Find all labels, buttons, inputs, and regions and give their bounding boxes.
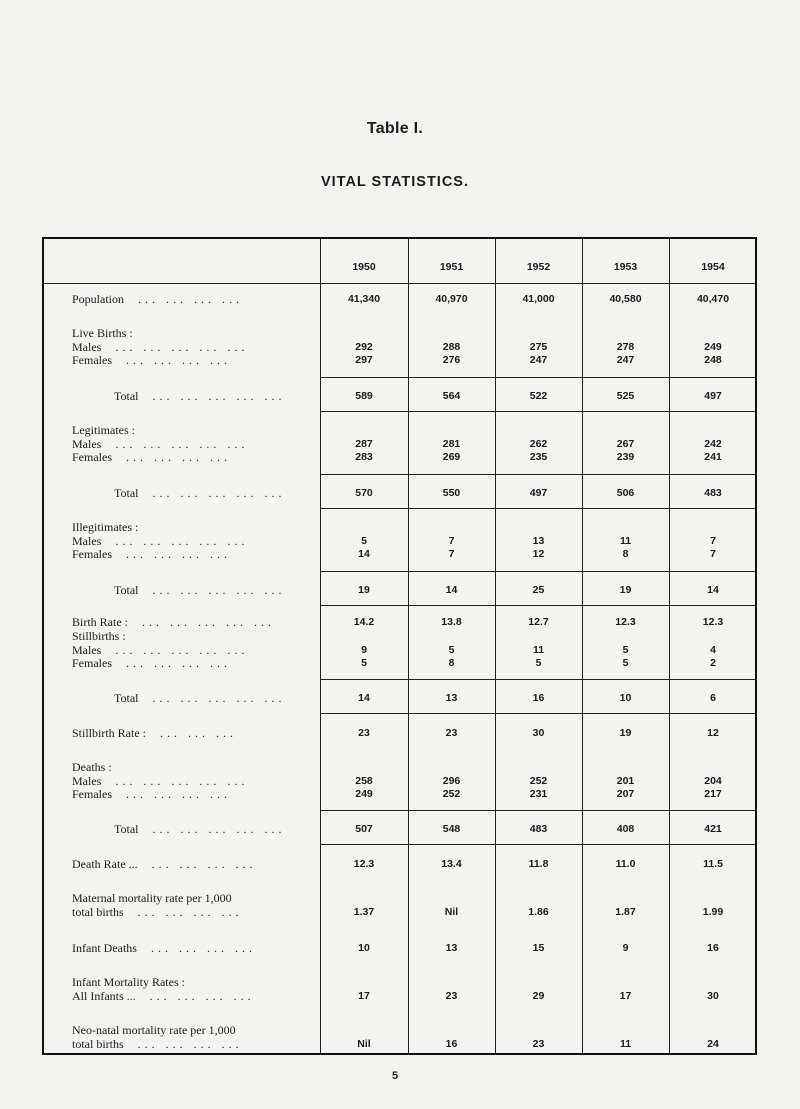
table-row [44,941,755,961]
header-year: 1950 [352,261,376,273]
total-rule [320,474,755,475]
cell-value: 11.5 [703,858,723,870]
leader-dots: ... ... ... ... [150,941,256,955]
cell-value: 249 [355,788,373,800]
row-label-text: total births [72,905,124,919]
cell-value: 258 [355,775,373,787]
vital-statistics-table [42,237,757,1055]
row-label [72,905,322,919]
cell-value: 16 [445,1038,458,1050]
cell-value: 252 [442,788,461,800]
cell-value: 276 [442,354,461,366]
cell-value: 4 [710,644,716,656]
table-row [44,450,755,470]
row-label-text: Total [114,583,139,597]
cell-value: 15 [532,942,545,954]
row-label-text: Legitimates : [72,423,135,437]
cell-value: 12.3 [615,616,636,628]
cell-value: 14 [707,584,719,596]
row-label [72,989,322,1003]
cell-value: 23 [445,990,458,1002]
cell-value: 550 [442,487,461,499]
cell-value: 5 [622,644,629,656]
row-label [72,547,322,561]
cell-value: 13 [445,942,458,954]
cell-value: 207 [616,788,635,800]
table-row [44,389,755,409]
cell-value: 1.86 [528,906,549,918]
cell-value: 5 [622,657,629,669]
cell-value: 507 [355,823,373,835]
total-rule [320,605,755,606]
row-label [72,353,322,367]
cell-value: 12.7 [528,616,549,628]
leader-dots: ... ... ... ... ... [152,389,286,403]
cell-value: 497 [529,487,548,499]
cell-value: 7 [710,535,716,547]
cell-value: 252 [529,775,548,787]
row-label [72,520,322,534]
row-label [72,857,322,871]
leader-dots: ... ... ... ... [126,450,231,464]
leader-dots: ... ... ... ... [138,292,244,306]
cell-value: 6 [710,692,716,704]
cell-value: 11.0 [615,858,636,870]
total-rule [320,377,755,378]
cell-value: 275 [529,341,548,353]
cell-value: 241 [704,451,722,463]
row-label [72,656,322,670]
cell-value: 249 [704,341,722,353]
cell-value: 40,970 [435,293,468,305]
cell-value: 40,580 [609,293,642,305]
cell-value: 30 [532,727,545,739]
cell-value: 239 [616,451,635,463]
row-label-text: Males [72,643,102,657]
row-label-text: Illegitimates : [72,520,139,534]
cell-value: 8 [448,657,455,669]
cell-value: 9 [361,644,367,656]
cell-value: 421 [704,823,722,835]
cell-value: 292 [355,341,373,353]
cell-value: 483 [529,823,548,835]
header-year: 1954 [701,261,725,273]
header-divider [44,283,755,284]
cell-value: 14 [445,584,458,596]
cell-value: 570 [355,487,373,499]
page-subtitle: VITAL STATISTICS. [320,174,470,190]
leader-dots: ... ... ... ... ... [115,340,249,354]
cell-value: 231 [529,788,548,800]
cell-value: 13 [445,692,458,704]
cell-value: 262 [529,438,548,450]
cell-value: 235 [529,451,548,463]
table-row [44,486,755,506]
cell-value: 297 [355,354,373,366]
leader-dots: ... ... ... ... ... [115,643,249,657]
row-label-text: Females [72,656,112,670]
leader-dots: ... ... ... ... ... [115,774,249,788]
row-label [72,423,322,437]
cell-value: 2 [710,657,716,669]
leader-dots: ... ... ... ... ... [152,822,286,836]
cell-value: 283 [355,451,373,463]
leader-dots: ... ... ... ... [126,656,231,670]
leader-dots: ... ... ... ... [149,989,255,1003]
cell-value: 16 [707,942,719,954]
row-label [72,292,322,306]
cell-value: 16 [532,692,545,704]
table-row [44,691,755,711]
row-label [72,941,322,955]
row-label [72,643,322,657]
cell-value: 11 [619,535,632,547]
row-label-text: Females [72,787,112,801]
cell-value: 19 [358,584,370,596]
row-label-text: Deaths : [72,760,112,774]
leader-dots: ... ... ... ... ... [152,583,286,597]
leader-dots: ... ... ... ... [126,547,231,561]
row-label-text: Females [72,450,112,464]
cell-value: 14.2 [353,616,375,628]
table-row [44,547,755,567]
row-label [72,787,322,801]
cell-value: 14 [358,692,370,704]
cell-value: 408 [616,823,635,835]
cell-value: 17 [358,990,370,1002]
table-row [44,292,755,312]
cell-value: 9 [622,942,629,954]
total-rule [320,810,755,811]
row-label-text: Stillbirth Rate : [72,726,146,740]
cell-value: 589 [355,390,373,402]
cell-value: 10 [358,942,370,954]
cell-value: 5 [361,657,367,669]
total-rule [320,411,755,412]
row-label-text: Total [114,389,139,403]
cell-value: Nil [357,1038,371,1050]
cell-value: 267 [616,438,635,450]
leader-dots: ... ... ... ... [126,787,231,801]
leader-dots: ... ... ... ... [137,905,243,919]
cell-value: 41,000 [522,293,555,305]
row-label-text: Total [114,822,139,836]
leader-dots: ... ... ... ... ... [115,534,249,548]
row-label-text: Females [72,353,112,367]
cell-value: 483 [704,487,722,499]
cell-value: 242 [704,438,722,450]
cell-value: 11 [619,1038,632,1050]
total-rule [320,571,755,572]
page-number: 5 [391,1070,399,1082]
leader-dots: ... ... ... ... [126,353,231,367]
cell-value: 23 [445,727,458,739]
table-row [44,822,755,842]
row-label-text: Live Births : [72,326,133,340]
cell-value: 564 [442,390,461,402]
leader-dots: ... ... ... [160,726,237,740]
cell-value: 201 [616,775,635,787]
row-label-text: Infant Deaths [72,941,137,955]
total-rule [320,713,755,714]
cell-value: 17 [619,990,632,1002]
row-label [72,629,322,643]
row-label-text: Stillbirths : [72,629,126,643]
cell-value: 1.99 [702,906,724,918]
header-year: 1953 [613,261,638,273]
leader-dots: ... ... ... ... ... [152,691,286,705]
table-row [44,656,755,676]
cell-value: 1.37 [353,906,375,918]
cell-value: 19 [619,584,632,596]
cell-value: 23 [532,1038,545,1050]
cell-value: 13 [532,535,545,547]
leader-dots: ... ... ... ... ... [142,615,275,629]
cell-value: 11 [532,644,545,656]
table-row [44,583,755,603]
page-title: Table I. [366,120,424,137]
table-row [44,989,755,1009]
row-label-text: Neo-natal mortality rate per 1,000 [72,1023,236,1037]
row-label-text: Infant Mortality Rates : [72,975,185,989]
cell-value: 19 [619,727,632,739]
row-label [72,534,322,548]
row-label-text: Maternal mortality rate per 1,000 [72,891,232,905]
row-label [72,760,322,774]
leader-dots: ... ... ... ... [137,1037,243,1051]
row-label-text: Males [72,774,102,788]
cell-value: 7 [448,535,455,547]
cell-value: 25 [532,584,545,596]
cell-value: 8 [622,548,629,560]
leader-dots: ... ... ... ... ... [115,437,249,451]
cell-value: 247 [529,354,548,366]
cell-value: 288 [442,341,461,353]
row-label [72,340,322,354]
row-label [72,1023,322,1037]
total-rule [320,679,755,680]
row-label [72,437,322,451]
total-rule [320,844,755,845]
cell-value: 296 [442,775,461,787]
row-label [72,326,322,340]
cell-value: 204 [704,775,722,787]
cell-value: 12 [707,727,719,739]
row-label [72,1037,322,1051]
cell-value: 1.87 [615,906,636,918]
cell-value: 12.3 [702,616,724,628]
cell-value: 7 [448,548,455,560]
row-label-text: All Infants ... [72,989,136,1003]
cell-value: 287 [355,438,373,450]
row-label-text: Population [72,292,125,306]
table-row [44,787,755,807]
cell-value: 5 [361,535,367,547]
header-year: 1952 [526,261,551,273]
row-label [72,615,322,629]
table-row [44,905,755,925]
row-label-text: Death Rate ... [72,857,138,871]
leader-dots: ... ... ... ... [151,857,257,871]
table-row [44,353,755,373]
row-label-text: Birth Rate : [72,615,128,629]
row-label [72,891,322,905]
cell-value: 23 [358,727,370,739]
row-label-text: Males [72,437,102,451]
cell-value: 217 [704,788,722,800]
cell-value: 5 [448,644,455,656]
cell-value: 10 [619,692,632,704]
row-label [72,726,322,740]
cell-value: 506 [616,487,635,499]
cell-value: 13.8 [441,616,462,628]
row-label-text: total births [72,1037,124,1051]
row-label-text: Total [114,486,139,500]
row-label [72,975,322,989]
row-label [72,450,322,464]
cell-value: 14 [358,548,370,560]
cell-value: 11.8 [528,858,549,870]
cell-value: Nil [444,906,459,918]
table-row [44,857,755,877]
cell-value: 30 [707,990,719,1002]
header-year: 1951 [439,261,464,273]
cell-value: 497 [704,390,722,402]
row-label [72,774,322,788]
cell-value: 40,470 [696,293,730,305]
total-rule [320,508,755,509]
cell-value: 41,340 [347,293,381,305]
cell-value: 5 [535,657,542,669]
cell-value: 269 [442,451,461,463]
cell-value: 7 [710,548,716,560]
cell-value: 278 [616,341,635,353]
cell-value: 548 [442,823,461,835]
table-row [44,726,755,746]
cell-value: 12.3 [353,858,375,870]
leader-dots: ... ... ... ... ... [152,486,286,500]
cell-value: 281 [442,438,461,450]
row-label-text: Males [72,534,102,548]
cell-value: 247 [616,354,635,366]
table-row [44,1037,755,1057]
row-label-text: Total [114,691,139,705]
row-label-text: Females [72,547,112,561]
cell-value: 12 [532,548,545,560]
row-label-text: Males [72,340,102,354]
cell-value: 29 [532,990,545,1002]
cell-value: 248 [704,354,722,366]
cell-value: 525 [616,390,635,402]
cell-value: 24 [707,1038,719,1050]
cell-value: 522 [529,390,548,402]
cell-value: 13.4 [441,858,462,870]
